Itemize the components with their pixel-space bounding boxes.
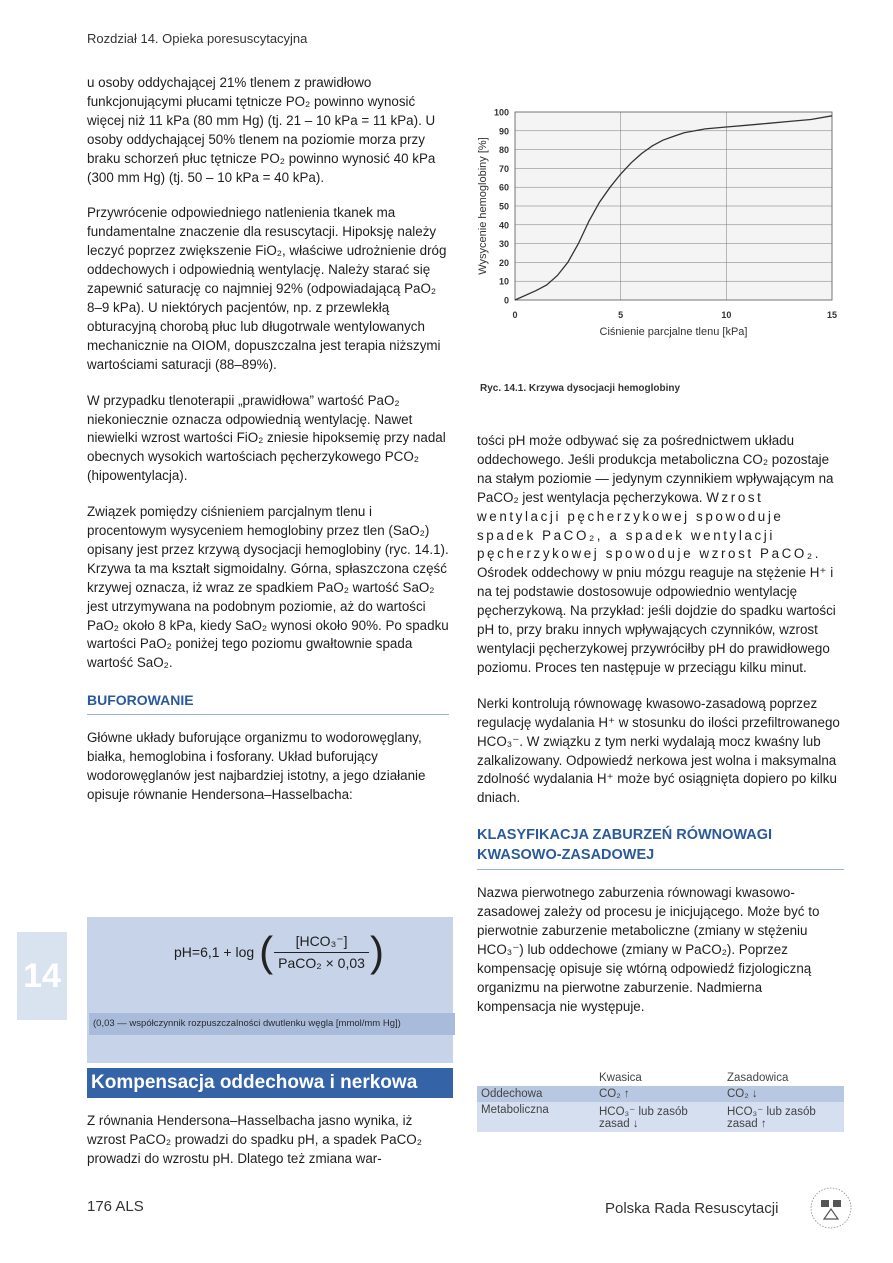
y-tick-label: 70 [498,163,509,174]
paragraph: W przypadku tlenoterapii „prawidłowa” wartość PaO₂ niekoniecznie oznacza odpowiednią wentylację. Nawet niewielki wzrost wartości FiO₂ zniesie hipoksemię przy nadal obecnych wysokich wartościach pęcherzykowego PCO₂ (hipowentylacja). [87,392,446,484]
henderson-hasselbach-equation [173,928,385,975]
heading-divider [87,714,449,715]
publisher-name: Polska Rada Resuscytacji [605,1200,779,1217]
y-tick-label: 50 [498,201,509,212]
x-tick-label: 0 [512,310,518,320]
paragraph: Główne układy buforujące organizmu to wodorowęglany, białka, hemoglobina i fosforany. Układ buforujący wodorowęglanów jest najbardziej istotny, a jego działanie opisuje równanie Hendersona–Hasselbacha: [87,730,426,802]
table-cell: CO₂ ↑ [595,1086,723,1102]
chart-y-ticks [494,108,509,306]
page-number: 176 ALS [87,1198,144,1215]
y-tick-label: 30 [498,239,509,250]
section-heading-buffer: BUFOROWANIE [87,692,194,709]
chapter-tab: 14 [17,932,67,1020]
emphasized-text: Wzrost wentylacji pęcherzykowej spowoduje spadek PaCO₂, a spadek wentylacji pęcherzykowej spowoduje wzrost PaCO₂. [477,489,822,562]
chart-grid [515,112,832,300]
figure-caption: Ryc. 14.1. Krzywa dysocjacji hemoglobiny [480,383,681,394]
y-tick-label: 0 [503,295,509,306]
formula-note: (0,03 — współczynnik rozpuszczalności dwutlenku węgla [mmol/mm Hg]) [89,1013,455,1035]
running-header: Rozdział 14. Opieka poresuscytacyjna [87,31,308,46]
table-cell: HCO₃⁻ lub zasób zasad ↑ [723,1102,844,1132]
section-banner [87,1068,453,1098]
paragraph-part: Ośrodek oddechowy w pniu mózgu reaguje na stężenie H⁺ i na tej podstawie dostosowuje odpowiednio wentylację pęcherzykową. Na przykład: jeśli dojdzie do spadku wartości pH to, przy braku innych wpływających czynników, wzrost wentylacji pęcherzykowej przywróciłby pH do prawidłowego poziomu. Proces ten następuje w przeciągu kilku minut. [477,565,836,675]
paragraph: Związek pomiędzy ciśnieniem parcjalnym tlenu i procentowym wysyceniem hemoglobiny przez tlen (SaO₂) opisany jest przez krzywą dysocjacji hemoglobiny (ryc. 14.1). Krzywa ta ma kształt sigmoidalny. Górna, spłaszczona część krzywej oznacza, iż wraz ze spadkiem PaO₂ wartość SaO₂ jest utrzymywana na podobnym poziomie, aż do wartości PaO₂ około 8 kPa, kiedy SaO₂ wynosi około 90%. Po spadku wartości PaO₂ poniżej tego poziomu gwałtownie spada wartość SaO₂. [87,504,449,671]
table-row [477,1086,844,1102]
y-tick-label: 60 [498,182,509,193]
equation-lhs: pH=6,1 + log [174,944,255,960]
equation-denominator: PaCO₂ × 0,03 [278,955,365,972]
paragraph: Przywrócenie odpowiedniego natlenienia tkanek ma fundamentalne znaczenie dla resuscytacji. Hipoksję należy leczyć poprzez zwiększenie FiO₂, właściwe udrożnienie dróg oddechowych i odpowiednią wentylację. Należy starać się zapewnić saturację co najmniej 92% (odpowiadającą PaO₂ 8–9 kPa). U niektórych pacjentów, np. z przewlekłą obturacyjną chorobą płuc lub długotrwale wentylowanych mechanicznie na OIOM, dopuszczalna jest terapia niższymi wartościami saturacji (88–89%). [87,205,447,372]
x-tick-label: 15 [826,310,838,320]
chart-x-label: Ciśnienie parcjalne tlenu [kPa] [599,326,748,338]
section-heading-classification: KLASYFIKACJA ZABURZEŃ RÓWNOWAGI KWASOWO-ZASADOWEJ [477,827,773,864]
left-column [87,74,449,822]
x-tick-label: 10 [721,310,732,320]
chart-x-ticks [512,310,837,320]
x-tick-label: 5 [618,310,624,320]
right-column [477,432,844,1034]
table-cell: HCO₃⁻ lub zasób zasad ↓ [595,1102,723,1132]
table-cell: Oddechowa [477,1086,595,1102]
equation-numerator: [HCO₃⁻] [274,931,369,953]
heading-divider [477,869,844,870]
table-header-row [477,1070,844,1086]
y-tick-label: 40 [498,220,509,231]
table-header-cell: Kwasica [595,1070,723,1086]
y-tick-label: 100 [493,107,509,118]
chart-y-label: Wysycenie hemoglobiny [%] [477,137,489,275]
acid-base-table [477,1070,844,1132]
hemoglobin-dissociation-chart [470,100,860,340]
paragraph [477,432,844,678]
banner-title: Kompensacja oddechowa i nerkowa [91,1072,418,1093]
right-paren: ) [369,928,384,975]
paragraph: Nerki kontrolują równowagę kwasowo-zasadową poprzez regulację wydalania H⁺ w stosunku do ilości przefiltrowanego HCO₃⁻. W związku z tym nerki wydalają mocz kwaśny lub zalkalizowany. Odpowiedź nerkowa jest wolna i maksymalna zdolność wydalania H⁺ może być osiągnięta dopiero po kilku dniach. [477,695,840,806]
y-tick-label: 80 [498,145,509,156]
y-tick-label: 20 [498,257,509,268]
table-cell: CO₂ ↓ [723,1086,844,1102]
table-header-cell [477,1070,595,1086]
y-tick-label: 90 [498,126,509,137]
paragraph-compensation: Z równania Hendersona–Hasselbacha jasno wynika, iż wzrost PaCO₂ prowadzi do spadku pH, a spadek PaCO₂ prowadzi do wzrostu pH. Dlatego też zmiana war- [87,1113,422,1166]
y-tick-label: 10 [498,276,509,287]
paragraph: u osoby oddychającej 21% tlenem z prawidłowo funkcjonującymi płucami tętnicze PO₂ powinno wynosić więcej niż 11 kPa (80 mm Hg) (tj. 21 – 10 kPa = 11 kPa). U osoby oddychającej 50% tlenem na poziomie morza przy braku schorzeń płuc tętnicze PO₂ powinno wynosić 40 kPa (300 mm Hg) (tj. 50 – 10 kPa = 40 kPa). [87,75,436,185]
paragraph: Nazwa pierwotnego zaburzenia równowagi kwasowo-zasadowej zależy od procesu je inicjującego. Może być to pierwotnie zaburzenie metaboliczne (zmiany w stężeniu HCO₃⁻) lub oddechowe (zmiany w PaCO₂). Poprzez kompensację opisuje się wtórną odpowiedź fizjologiczną organizmu na pierwotne zaburzenie. Nadmierna kompensacja nie występuje. [477,885,820,1014]
prr-logo-icon [806,1183,856,1233]
formula-box [87,917,453,1063]
paragraph-part: tości pH może odbywać się za pośrednictwem układu oddechowego. Jeśli produkcja metaboliczna CO₂ pozostaje na stałym poziomie — jedynym czynnikiem wpływającym na PaCO₂ jest wentylacja pęcherzykowa. [477,433,834,505]
table-cell: Metaboliczna [477,1102,595,1132]
table-row [477,1102,844,1132]
table-header-cell: Zasadowica [723,1070,844,1086]
left-paren: ( [259,928,274,975]
